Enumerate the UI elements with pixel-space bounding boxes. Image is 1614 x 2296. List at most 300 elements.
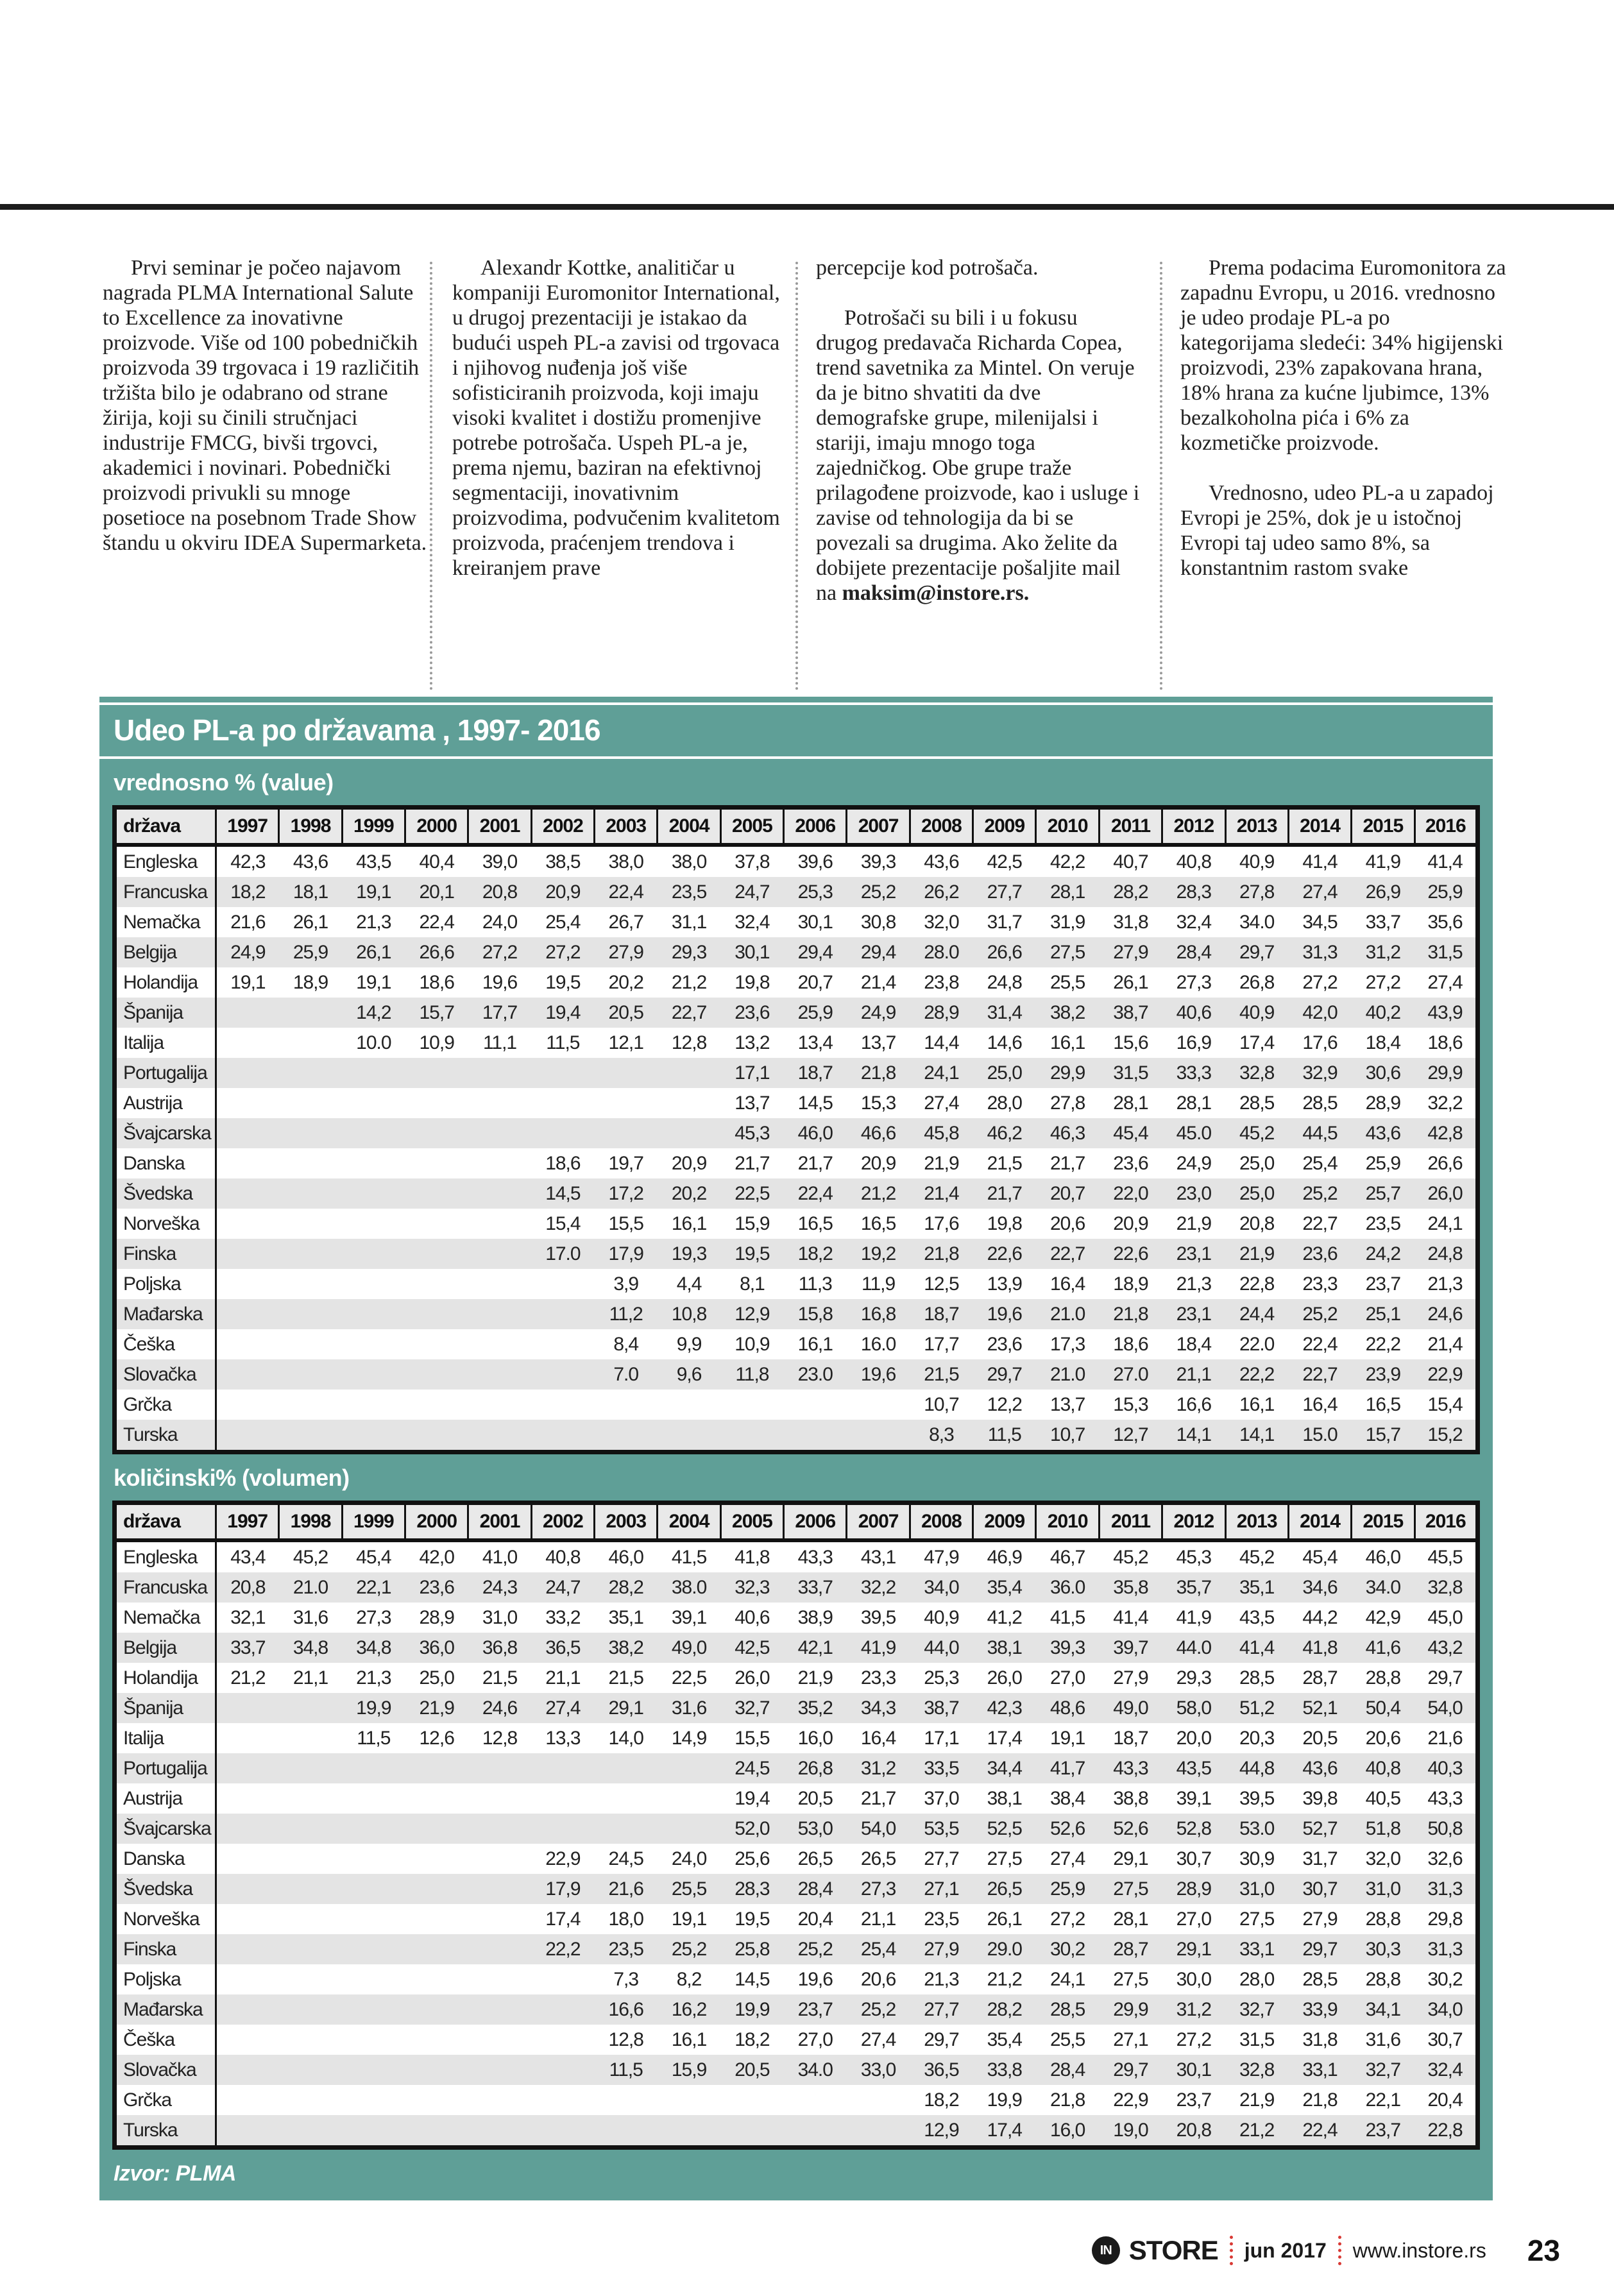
value-cell: 27,1 (1113, 2028, 1148, 2050)
value-cell: 21,2 (987, 1968, 1022, 1990)
value-cell: 30,1 (797, 911, 833, 933)
value-cell: 38,4 (1049, 1787, 1085, 1809)
value-cell: 24,5 (735, 1757, 770, 1779)
value-cell (405, 1964, 468, 1994)
value-cell: 14,5 (735, 1968, 770, 1990)
value-cell: 27,2 (482, 941, 518, 963)
value-cell: 28,1 (1113, 1092, 1148, 1114)
value-cell: 28,1 (1176, 1092, 1212, 1114)
value-cell: 36,0 (419, 1637, 454, 1658)
value-cell (342, 1420, 405, 1452)
article-column-3 (816, 255, 1144, 606)
value-cell (405, 2025, 468, 2055)
value-cell: 38.0 (671, 1576, 707, 1598)
value-cell: 38,5 (545, 851, 581, 872)
value-cell: 17,7 (482, 1001, 518, 1023)
table-source: Izvor: PLMA (114, 2161, 236, 2186)
value-cell: 40,8 (545, 1546, 581, 1568)
column-divider (430, 262, 432, 690)
value-cell: 43,5 (1176, 1757, 1212, 1779)
value-cell: 27,4 (1049, 1848, 1085, 1869)
value-cell (531, 1088, 594, 1118)
top-rule (0, 204, 1614, 210)
value-cell: 25,9 (1049, 1878, 1085, 1900)
value-cell (279, 1390, 342, 1420)
value-cell: 26,6 (987, 941, 1022, 963)
value-cell: 21,1 (293, 1667, 328, 1688)
value-cell (405, 1844, 468, 1874)
value-cell (784, 2115, 847, 2148)
value-cell: 24,3 (482, 1576, 518, 1598)
column-header-year: 2013 (1225, 1503, 1288, 1541)
value-cell: 21,5 (987, 1152, 1022, 1174)
value-cell: 26,5 (797, 1848, 833, 1869)
value-cell: 18,4 (1365, 1032, 1401, 1053)
value-cell: 29,3 (671, 941, 707, 963)
column-header-country: država (115, 808, 216, 846)
value-cell: 21.0 (1049, 1363, 1085, 1385)
value-cell: 20,9 (671, 1152, 707, 1174)
value-cell: 14,0 (608, 1727, 643, 1749)
value-cell: 27,2 (1049, 1908, 1085, 1930)
table-row (115, 967, 1478, 998)
country-cell: Holandija (115, 967, 216, 998)
value-cell (216, 1723, 279, 1753)
value-cell (279, 1874, 342, 1904)
value-cell: 15,8 (797, 1303, 833, 1325)
value-cell: 34,8 (356, 1637, 391, 1658)
value-cell (342, 1329, 405, 1359)
value-cell (216, 1359, 279, 1390)
value-cell: 24,7 (735, 881, 770, 903)
value-cell: 19,6 (482, 971, 518, 993)
value-cell: 11,5 (987, 1424, 1021, 1445)
value-cell: 35,4 (987, 2028, 1022, 2050)
value-cell (405, 1178, 468, 1209)
country-cell: Engleska (115, 845, 216, 877)
value-cell: 18,6 (545, 1152, 581, 1174)
value-cell: 32,2 (860, 1576, 896, 1598)
value-cell: 10,9 (735, 1333, 770, 1355)
value-cell: 28,3 (1176, 881, 1212, 903)
value-cell: 31,8 (1302, 2028, 1338, 2050)
value-cell: 42,8 (1427, 1122, 1463, 1144)
value-cell: 15,4 (1427, 1393, 1463, 1415)
value-cell (342, 2085, 405, 2115)
value-cell: 49,0 (1113, 1697, 1148, 1719)
value-cell: 32,8 (1239, 2059, 1275, 2080)
value-cell (216, 1964, 279, 1994)
value-cell (405, 1359, 468, 1390)
value-cell: 43,1 (860, 1546, 896, 1568)
value-cell: 22,7 (671, 1001, 707, 1023)
value-cell (216, 1299, 279, 1329)
value-cell: 28,2 (608, 1576, 643, 1598)
value-cell: 21,5 (482, 1667, 518, 1688)
value-cell (279, 1753, 342, 1783)
value-cell: 17,3 (1049, 1333, 1085, 1355)
value-cell (342, 1934, 405, 1964)
value-cell: 28,5 (1239, 1667, 1275, 1688)
value-cell (342, 1178, 405, 1209)
value-cell: 29,7 (1302, 1938, 1338, 1960)
table-row (115, 1663, 1478, 1693)
value-cell: 19,6 (987, 1303, 1022, 1325)
value-cell (531, 1390, 594, 1420)
value-cell (531, 2025, 594, 2055)
email-address: maksim@instore.rs. (842, 581, 1030, 605)
table-row (115, 845, 1478, 877)
value-cell (405, 1209, 468, 1239)
value-cell: 18,4 (1176, 1333, 1212, 1355)
value-cell: 43,6 (293, 851, 328, 872)
value-cell: 21,4 (924, 1182, 959, 1204)
value-cell: 21,9 (1176, 1212, 1212, 1234)
value-cell (279, 998, 342, 1028)
table-row (115, 1934, 1478, 1964)
value-cell (468, 2055, 531, 2085)
value-cell: 25,4 (1302, 1152, 1338, 1174)
value-cell (216, 1753, 279, 1783)
value-cell: 21,6 (230, 911, 266, 933)
value-cell: 23,5 (924, 1908, 959, 1930)
value-cell: 31,7 (987, 911, 1022, 933)
value-cell (595, 1783, 658, 1814)
value-cell: 39,7 (1113, 1637, 1148, 1658)
value-cell: 43,5 (1239, 1606, 1275, 1628)
value-cell (658, 1088, 720, 1118)
value-cell (595, 1118, 658, 1148)
value-cell (405, 1904, 468, 1934)
value-cell: 21,7 (987, 1182, 1022, 1204)
value-cell (405, 1390, 468, 1420)
column-header-year: 2009 (973, 808, 1036, 846)
value-cell (405, 1874, 468, 1904)
value-cell: 17,6 (1302, 1032, 1338, 1053)
value-cell: 22,6 (987, 1243, 1022, 1264)
value-cell: 34,0 (1427, 1998, 1463, 2020)
value-cell: 19,1 (356, 971, 391, 993)
value-cell: 45,8 (924, 1122, 959, 1144)
value-cell: 31,2 (860, 1757, 896, 1779)
value-cell: 20,8 (1239, 1212, 1275, 1234)
value-cell (342, 1209, 405, 1239)
value-cell (468, 1118, 531, 1148)
value-cell: 23,7 (1365, 2119, 1401, 2141)
value-cell (405, 1753, 468, 1783)
value-cell (342, 1148, 405, 1178)
value-cell (279, 1904, 342, 1934)
column-header-year: 2011 (1099, 1503, 1162, 1541)
value-cell: 41,9 (1176, 1606, 1212, 1628)
value-cell: 33,0 (860, 2059, 896, 2080)
value-cell: 21,5 (608, 1667, 643, 1688)
value-cell: 29,1 (1113, 1848, 1148, 1869)
value-cell: 16,2 (671, 1998, 707, 2020)
value-cell: 25,2 (1302, 1303, 1338, 1325)
value-cell: 24,1 (1049, 1968, 1085, 1990)
value-cell: 18,6 (1427, 1032, 1463, 1053)
column-header-year: 2011 (1099, 808, 1162, 846)
value-cell: 11,5 (357, 1727, 391, 1749)
table-row (115, 907, 1478, 937)
value-cell: 4,4 (676, 1273, 702, 1295)
value-cell: 20,6 (1365, 1727, 1401, 1749)
value-cell: 23,6 (419, 1576, 454, 1598)
value-cell: 21,5 (924, 1363, 959, 1385)
value-cell (468, 1299, 531, 1329)
value-cell (279, 1693, 342, 1723)
value-cell: 22,7 (1049, 1243, 1085, 1264)
value-cell (216, 2085, 279, 2115)
value-cell: 52,1 (1302, 1697, 1338, 1719)
value-cell: 23,9 (1365, 1363, 1401, 1385)
value-cell (279, 1148, 342, 1178)
value-cell: 19,4 (545, 1001, 581, 1023)
volume-table-container (99, 1501, 1493, 2150)
value-cell: 21,9 (797, 1667, 833, 1688)
value-cell: 28,0 (987, 1092, 1022, 1114)
value-cell (468, 1209, 531, 1239)
value-cell: 21,9 (1239, 2089, 1275, 2111)
value-cell: 25,3 (924, 1667, 959, 1688)
table-row (115, 1753, 1478, 1783)
value-cell: 35,7 (1176, 1576, 1212, 1598)
value-cell: 22,6 (1113, 1243, 1148, 1264)
value-cell (405, 2115, 468, 2148)
value-cell: 26,6 (1427, 1152, 1463, 1174)
value-cell: 44,8 (1239, 1757, 1275, 1779)
value-cell: 23,6 (735, 1001, 770, 1023)
value-cell (468, 1269, 531, 1299)
table-row (115, 1693, 1478, 1723)
value-cell: 30,3 (1365, 1938, 1401, 1960)
value-cell: 46,0 (608, 1546, 643, 1568)
value-cell (405, 1118, 468, 1148)
value-cell: 20,6 (1049, 1212, 1085, 1234)
table-row (115, 1209, 1478, 1239)
value-cell (468, 1783, 531, 1814)
value-cell: 34,0 (924, 1576, 959, 1598)
value-cell: 21,8 (1049, 2089, 1085, 2111)
column-header-year: 2007 (847, 808, 910, 846)
value-cell: 29,7 (1239, 941, 1275, 963)
value-cell: 36,8 (482, 1637, 518, 1658)
value-cell (279, 1239, 342, 1269)
value-cell (342, 1904, 405, 1934)
value-cell: 22,1 (1365, 2089, 1401, 2111)
value-cell: 31,3 (1427, 1878, 1463, 1900)
value-cell: 20,1 (419, 881, 454, 903)
value-cell: 26,9 (1365, 881, 1401, 903)
value-cell (658, 2085, 720, 2115)
value-cell: 20,6 (860, 1968, 896, 1990)
value-cell: 25,4 (545, 911, 581, 933)
value-cell: 50,8 (1427, 1817, 1463, 1839)
value-cell: 16,5 (797, 1212, 833, 1234)
value-cell (531, 1814, 594, 1844)
value-cell (468, 1904, 531, 1934)
value-cell (216, 1904, 279, 1934)
value-cell (531, 1058, 594, 1088)
footer-date: jun 2017 (1244, 2238, 1327, 2262)
value-cell (216, 1874, 279, 1904)
value-cell: 45,2 (293, 1546, 328, 1568)
value-cell (216, 1118, 279, 1148)
value-cell: 27,9 (1113, 1667, 1148, 1688)
value-cell (847, 2115, 910, 2148)
value-cell: 33,8 (987, 2059, 1022, 2080)
value-cell: 19,6 (860, 1363, 896, 1385)
country-cell: Turska (115, 2115, 216, 2148)
value-cell: 24,9 (230, 941, 266, 963)
value-cell: 33,7 (1365, 911, 1401, 933)
value-cell: 25,0 (987, 1062, 1022, 1084)
value-cell: 27,9 (1302, 1908, 1338, 1930)
value-cell (279, 2055, 342, 2085)
value-cell (784, 2085, 847, 2115)
value-cell: 30,8 (860, 911, 896, 933)
value-cell: 29,1 (1176, 1938, 1212, 1960)
country-cell: Slovačka (115, 1359, 216, 1390)
value-cell: 43,5 (356, 851, 391, 872)
value-cell: 25,3 (797, 881, 833, 903)
value-cell: 18,6 (1113, 1333, 1148, 1355)
value-cell: 27,2 (1302, 971, 1338, 993)
value-cell: 20,5 (1302, 1727, 1338, 1749)
value-cell (720, 2085, 783, 2115)
value-cell (342, 1844, 405, 1874)
value-cell: 22,4 (608, 881, 643, 903)
value-cell: 29.0 (987, 1938, 1022, 1960)
value-cell: 29,7 (1427, 1667, 1463, 1688)
country-cell: Belgija (115, 937, 216, 967)
value-cell: 18,7 (797, 1062, 833, 1084)
value-cell: 24,9 (860, 1001, 896, 1023)
country-cell: Češka (115, 1329, 216, 1359)
value-cell: 30,6 (1365, 1062, 1401, 1084)
article-column-1 (103, 255, 431, 556)
value-cell (531, 1753, 594, 1783)
value-cell: 28,2 (987, 1998, 1022, 2020)
value-cell (279, 1844, 342, 1874)
value-cell: 21,4 (1427, 1333, 1463, 1355)
value-cell: 33,3 (1176, 1062, 1212, 1084)
value-cell: 39,8 (1302, 1787, 1338, 1809)
value-cell: 31,8 (1113, 911, 1148, 933)
value-cell (279, 1723, 342, 1753)
country-cell: Poljska (115, 1269, 216, 1299)
value-cell: 24,6 (1427, 1303, 1463, 1325)
value-cell: 27,9 (608, 941, 643, 963)
value-cell (405, 1299, 468, 1329)
value-cell (216, 998, 279, 1028)
value-cell: 46,0 (797, 1122, 833, 1144)
value-cell: 16.0 (860, 1333, 896, 1355)
country-cell: Španija (115, 998, 216, 1028)
column-header-year: 2004 (658, 808, 720, 846)
value-cell: 13,3 (545, 1727, 581, 1749)
value-cell: 41,9 (860, 1637, 896, 1658)
column-header-year: 2006 (784, 1503, 847, 1541)
value-cell: 25,5 (671, 1878, 707, 1900)
value-cell: 34,5 (1302, 911, 1338, 933)
value-cell: 28,5 (1049, 1998, 1085, 2020)
value-cell: 41,9 (1365, 851, 1401, 872)
value-cell (216, 1390, 279, 1420)
value-cell: 52,0 (735, 1817, 770, 1839)
value-cell: 31,3 (1302, 941, 1338, 963)
value-cell: 15,6 (1113, 1032, 1148, 1053)
value-cell: 26,0 (1427, 1182, 1463, 1204)
value-cell (658, 1420, 720, 1452)
value-cell (658, 2115, 720, 2148)
value-cell: 19,4 (735, 1787, 770, 1809)
value-cell: 31,6 (671, 1697, 707, 1719)
value-cell: 29,7 (924, 2028, 959, 2050)
article-column-2 (452, 255, 781, 581)
country-cell: Francuska (115, 1572, 216, 1603)
value-cell: 25,8 (735, 1938, 770, 1960)
value-cell: 17,1 (924, 1727, 959, 1749)
value-cell: 31,3 (1427, 1938, 1463, 1960)
value-cell: 23,5 (1365, 1212, 1401, 1234)
value-cell (531, 1299, 594, 1329)
value-cell (279, 1934, 342, 1964)
value-cell: 26,1 (356, 941, 391, 963)
value-cell: 17,4 (545, 1908, 581, 1930)
value-cell: 40,5 (1365, 1787, 1401, 1809)
value-cell (658, 1058, 720, 1088)
value-cell: 16,0 (797, 1727, 833, 1749)
value-cell: 27,4 (924, 1092, 959, 1114)
table-row (115, 1723, 1478, 1753)
value-cell: 28,0 (1239, 1968, 1275, 1990)
value-cell: 52,5 (987, 1817, 1022, 1839)
value-cell: 32,4 (735, 911, 770, 933)
value-cell: 27,7 (987, 881, 1022, 903)
value-cell: 19,5 (735, 1908, 770, 1930)
value-cell: 45,3 (1176, 1546, 1212, 1568)
table-row (115, 1178, 1478, 1209)
value-cell: 27,2 (1176, 2028, 1212, 2050)
value-cell: 21.0 (1049, 1303, 1085, 1325)
value-cell: 30,7 (1302, 1878, 1338, 1900)
value-cell: 40,9 (1239, 1001, 1275, 1023)
value-cell (405, 1783, 468, 1814)
value-cell: 28,1 (1049, 881, 1085, 903)
table-row (115, 1239, 1478, 1269)
value-cell: 46,2 (987, 1122, 1022, 1144)
value-cell (720, 1420, 783, 1452)
value-cell: 19,3 (671, 1243, 707, 1264)
value-cell: 32,8 (1427, 1576, 1463, 1598)
value-cell (342, 1058, 405, 1088)
value-cell: 21,4 (860, 971, 896, 993)
value-cell (216, 2115, 279, 2148)
country-cell: Italija (115, 1028, 216, 1058)
value-cell: 53,5 (924, 1817, 959, 1839)
value-cell: 29,9 (1427, 1062, 1463, 1084)
country-cell: Španija (115, 1693, 216, 1723)
value-cell: 27,5 (1239, 1908, 1275, 1930)
value-cell (342, 1753, 405, 1783)
value-cell: 31,0 (1365, 1878, 1401, 1900)
column-header-year: 2009 (973, 1503, 1036, 1541)
value-cell (216, 1693, 279, 1723)
country-cell: Švedska (115, 1178, 216, 1209)
value-cell: 47,9 (924, 1546, 959, 1568)
